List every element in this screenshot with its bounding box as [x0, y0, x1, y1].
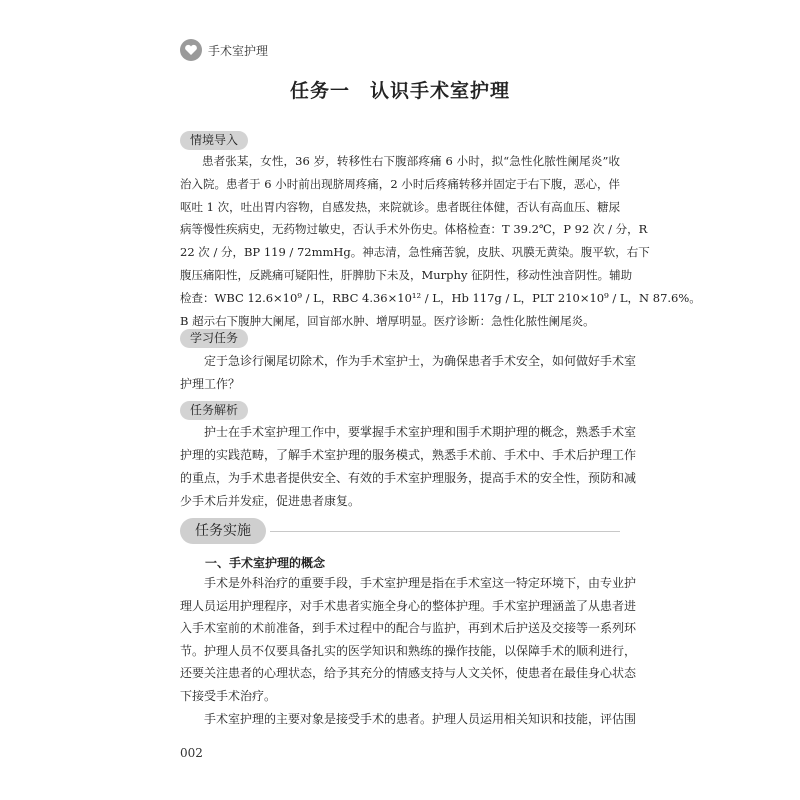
text-line: 理人员运用护理程序，对手术患者实施全身心的整体护理。手术室护理涵盖了从患者进: [180, 598, 637, 613]
text-line: 呕吐 1 次，吐出胃内容物，自感发热，来院就诊。患者既往体健，否认有高血压、糖尿: [180, 199, 621, 214]
header-label: 手术室护理: [208, 43, 269, 58]
text-line: 下接受手术治疗。: [180, 688, 277, 703]
learning-paragraph: [180, 350, 637, 396]
text-line: 患者张某，女性，36 岁，转移性右下腹部疼痛 6 小时，拟“急性化脓性阑尾炎”收: [202, 154, 620, 168]
text-line: 定于急诊行阑尾切除术，作为手术室护士，为确保患者手术安全，如何做好手术室: [204, 354, 637, 368]
text-line: 检查：WBC 12.6×10⁹ / L，RBC 4.36×10¹² / L，Hb 117g / L，PLT 210×10⁹ / L，N 87.6%。: [180, 290, 701, 305]
implementation-paragraph: [180, 572, 637, 730]
heart-logo-icon: [180, 39, 202, 61]
section-label-implementation: 任务实施: [180, 518, 266, 544]
intro-paragraph: [180, 150, 701, 332]
text-line: 护士在手术室护理工作中，要掌握手术室护理和围手术期护理的概念，熟悉手术室: [204, 425, 637, 439]
text-line: 还要关注患者的心理状态，给予其充分的情感支持与人文关怀，使患者在最佳身心状态: [180, 666, 637, 681]
running-header: [180, 38, 268, 62]
section-divider: [270, 531, 620, 532]
text-line: 病等慢性疾病史，无药物过敏史，否认手术外伤史。体格检查：T 39.2℃，P 92 次 / 分，R: [180, 222, 648, 237]
section-label-learning: 学习任务: [180, 329, 248, 348]
text-line: B 超示右下腹肿大阑尾，回盲部水肿、增厚明显。医疗诊断：急性化脓性阑尾炎。: [180, 313, 595, 328]
analysis-paragraph: [180, 421, 637, 513]
page-number: 002: [180, 746, 203, 760]
text-line: 腹压痛阳性，反跳痛可疑阳性，肝脾肋下未及，Murphy 征阴性，移动性浊音阴性。辅助: [180, 267, 633, 282]
text-line: 手术是外科治疗的重要手段，手术室护理是指在手术室这一特定环境下，由专业护: [204, 576, 637, 590]
section-label-intro: 情境导入: [180, 131, 248, 150]
text-line: 手术室护理的主要对象是接受手术的患者。护理人员运用相关知识和技能，评估围: [204, 711, 637, 726]
text-line: 22 次 / 分，BP 119 / 72mmHg。神志清，急性痛苦貌，皮肤、巩膜无黄染。腹平软，右下: [180, 245, 650, 260]
text-line: 治入院。患者于 6 小时前出现脐周疼痛，2 小时后疼痛转移并固定于右下腹，恶心，伴: [180, 176, 620, 191]
text-line: 的重点，为手术患者提供安全、有效的手术室护理服务，提高手术的安全性，预防和减: [180, 471, 637, 485]
text-line: 少手术后并发症，促进患者康复。: [180, 494, 361, 508]
text-line: 节。护理人员不仅要具备扎实的医学知识和熟练的操作技能，以保障手术的顺利进行，: [180, 643, 637, 658]
text-line: 入手术室前的术前准备，到手术过程中的配合与监护，再到术后护送及交接等一系列环: [180, 621, 637, 636]
text-line: 护理工作？: [180, 377, 241, 391]
text-line: 护理的实践范畴，了解手术室护理的服务模式，熟悉手术前、手术中、手术后护理工作: [180, 448, 637, 462]
page-title: 任务一 认识手术室护理: [289, 80, 510, 102]
section-heading: 一、手术室护理的概念: [205, 556, 326, 570]
section-label-analysis: 任务解析: [180, 401, 248, 420]
